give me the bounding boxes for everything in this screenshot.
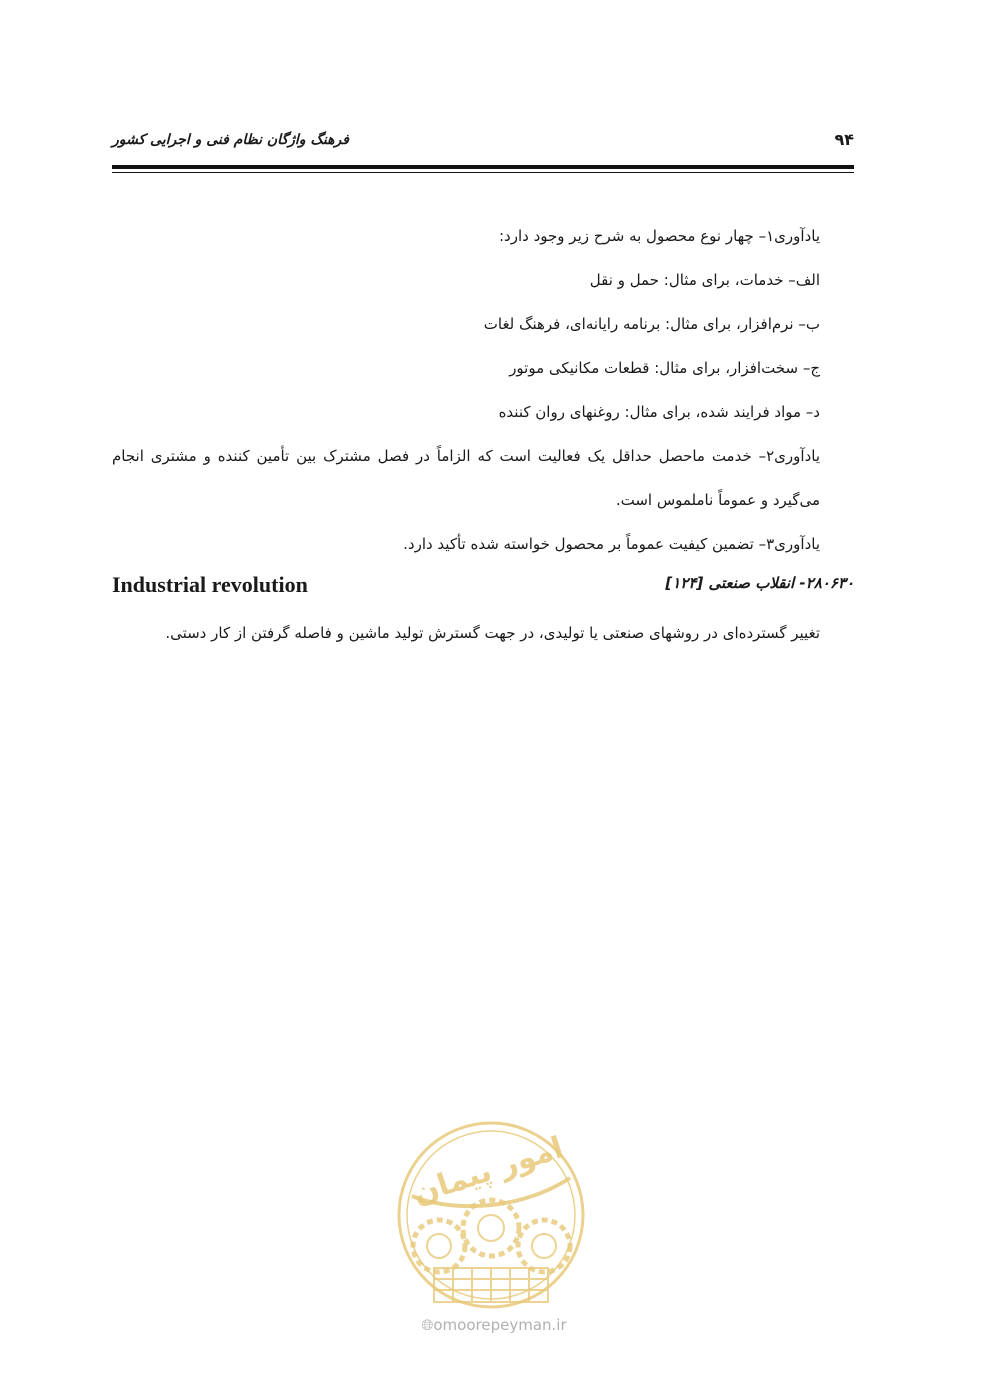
- logo-calligraphy: امور پیمان: [408, 1130, 568, 1212]
- note-item-b: ب– نرم‌افزار، برای مثال: برنامه رایانه‌ای، فرهنگ لغات: [483, 315, 820, 333]
- definition-text: تغییر گسترده‌ای در روشهای صنعتی یا تولیدی، در جهت گسترش تولید ماشین و فاصله گرفتن از کار دستی.: [165, 624, 820, 642]
- header-rule-thin: [112, 172, 854, 173]
- watermark-caption: 🌐︎omoorepeyman.ir: [421, 1316, 567, 1334]
- header-rule: [112, 165, 854, 169]
- watermark-logo: [394, 1118, 588, 1312]
- note-item-c: ج– سخت‌افزار، برای مثال: قطعات مکانیکی موتور: [509, 359, 820, 377]
- glossary-entry-heading: [112, 570, 854, 604]
- note-1: یادآوری۱– چهار نوع محصول به شرح زیر وجود دارد:: [499, 227, 820, 245]
- entry-term-english: Industrial revolution: [112, 572, 308, 597]
- entry-term-persian: ۲۸۰۶۳۰- انقلاب صنعتی [۱۲۴]: [665, 574, 854, 592]
- note-2: یادآوری۲– خدمت ماحصل حداقل یک فعالیت است که الزاماً در فصل مشترک بین تأمین کننده و مشتری انجام می‌گیرد و عموماً ناملموس است.: [112, 447, 820, 509]
- notes-block: [112, 214, 854, 566]
- note-item-a: الف– خدمات، برای مثال: حمل و نقل: [589, 271, 820, 289]
- globe-icon: 🌐︎: [421, 1316, 434, 1334]
- page-number: ۹۴: [834, 130, 854, 149]
- note-3: یادآوری۳– تضمین کیفیت عموماً بر محصول خواسته شده تأکید دارد.: [403, 535, 820, 553]
- note-item-d: د– مواد فرایند شده، برای مثال: روغنهای روان کننده: [498, 403, 820, 421]
- gear-icons: [413, 1200, 570, 1272]
- page-header: [112, 128, 854, 158]
- running-title: فرهنگ واژگان نظام فنی و اجرایی کشور: [112, 132, 349, 148]
- entry-definition: [112, 610, 854, 656]
